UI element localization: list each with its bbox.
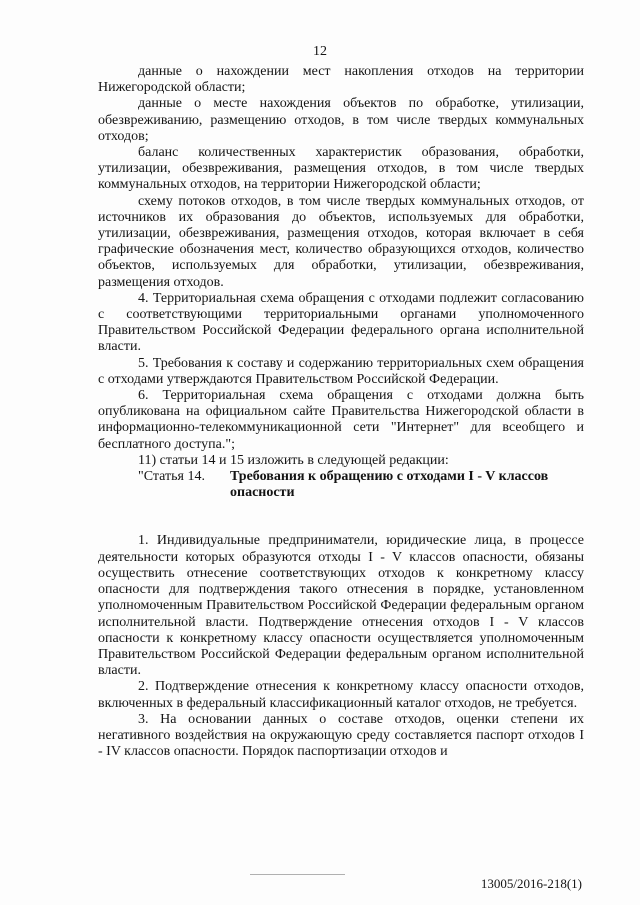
document-body	[98, 64, 584, 760]
document-code: 13005/2016-218(1)	[480, 876, 582, 891]
section-spacer	[98, 501, 584, 533]
article-title: Требования к обращению с отходами I - V классов опасности	[230, 469, 549, 501]
paragraph: 4. Территориальная схема обращения с отходами подлежит согласованию с соответствующими территориальными органами уполномоченного Правительством Российской Федерации федерального органа исполнительной власти.	[98, 290, 584, 355]
paragraph: 5. Требования к составу и содержанию территориальных схем обращения с отходами утверждаются Правительством Российской Федерации.	[98, 355, 584, 387]
paragraph: баланс количественных характеристик образования, обработки, утилизации, обезвреживания, размещения отходов, в том числе твердых коммунальных отходов, на территории Нижегородской области;	[98, 145, 584, 193]
paragraph: схему потоков отходов, в том числе твердых коммунальных отходов, от источников их образования до объектов, используемых для обработки, утилизации, обезвреживания, размещения отходов, которая включает в себя графические обозначения мест, количество образующихся отходов, количество объектов, используемых для обработки, утилизации, обезвреживания, размещения отходов.	[98, 193, 584, 290]
paragraph: 6. Территориальная схема обращения с отходами должна быть опубликована на официальном сайте Правительства Нижегородской области в информационно-телекоммуникационной сети "Интернет" для всеобщего и бесплатного доступа.";	[98, 388, 584, 452]
article-label: "Статья 14.	[138, 469, 205, 485]
paragraph: 2. Подтверждение отнесения к конкретному классу опасности отходов, включенных в федеральный классификационный каталог отходов, не требуется.	[98, 679, 584, 711]
paragraph: данные о нахождении мест накопления отходов на территории Нижегородской области;	[98, 64, 584, 96]
scan-artifact-line	[250, 874, 345, 875]
paragraph: 1. Индивидуальные предприниматели, юридические лица, в процессе деятельности которых образуются отходы I - V классов опасности, обязаны осуществить отнесение соответствующих отходов к конкретному классу опасности для подтверждения такого отнесения в порядке, установленном уполномоченным Правительством Российской Федерации федеральным органом исполнительной власти. Подтверждение отнесения отходов I - V классов опасности к конкретному классу опасности осуществляется уполномоченным Правительством Российской Федерации федеральным органом исполнительной власти.	[98, 533, 584, 679]
page-number: 12	[313, 44, 327, 59]
paragraph: данные о месте нахождения объектов по обработке, утилизации, обезвреживанию, размещению отходов, в том числе твердых коммунальных отходов;	[98, 96, 584, 144]
paragraph: 11) статьи 14 и 15 изложить в следующей редакции:	[138, 452, 449, 468]
paragraph: 3. На основании данных о составе отходов, оценки степени их негативного воздействия на окружающую среду составляется паспорт отходов I - IV классов опасности. Порядок паспортизации отходов и	[98, 711, 584, 760]
article-heading	[98, 469, 584, 501]
